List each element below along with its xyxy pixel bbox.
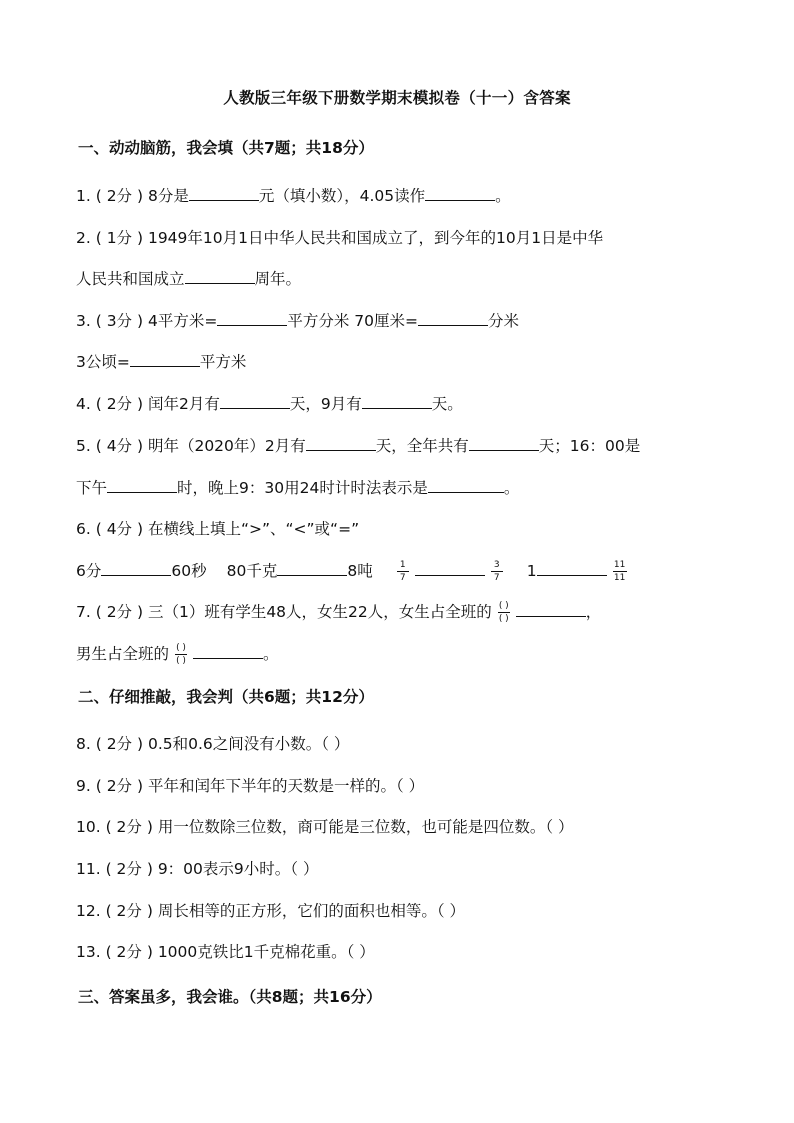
answer-blank[interactable] (220, 394, 290, 409)
question-12: 12. ( 2分 ) 周长相等的正方形，它们的面积也相等。（ ） (76, 902, 465, 920)
page-title: 人教版三年级下册数学期末模拟卷（十一）含答案 (223, 89, 571, 107)
fraction-numerator: 11 (613, 560, 626, 570)
question-2-line-2 (76, 269, 301, 289)
fraction-11-11 (613, 560, 627, 583)
fraction-1-7 (397, 560, 409, 583)
answer-blank[interactable] (469, 436, 539, 451)
q6-text-e: 8吨 (347, 562, 373, 580)
q6-text-a: 6. ( 4分 ) 在横线上填上“>”、“<”或“=” (76, 520, 360, 538)
q2-text-a: 2. ( 1分 ) 1949年10月1日中华人民共和国成立了，到今年的10月1日是中华 (76, 229, 604, 247)
q7-text-d: 。 (263, 645, 279, 663)
section-heading-3: 三、答案虽多，我会谁。（共8题；共16分） (78, 988, 382, 1006)
fraction-3-7 (491, 560, 503, 583)
answer-blank[interactable] (362, 394, 432, 409)
fraction-numerator: 3 (493, 560, 500, 570)
answer-blank[interactable] (130, 352, 200, 367)
question-13: 13. ( 2分 ) 1000克铁比1千克棉花重。（ ） (76, 943, 375, 961)
q1-text-b: 元（填小数），4.05读作 (258, 187, 426, 205)
question-6-line-1 (76, 519, 359, 539)
question-10: 10. ( 2分 ) 用一位数除三位数，商可能是三位数，也可能是四位数。（ ） (76, 818, 574, 836)
answer-blank[interactable] (217, 311, 287, 326)
question-6-line-2 (76, 560, 633, 583)
fraction-numerator: 1 (399, 560, 406, 570)
q5-text-a: 5. ( 4分 ) 明年（2020年）2月有 (76, 437, 306, 455)
q6-text-c: 60秒 (171, 562, 207, 580)
q5-text-d: 下午 (76, 479, 108, 497)
answer-blank[interactable] (425, 186, 495, 201)
answer-blank[interactable] (101, 561, 171, 576)
q2-text-c: 周年。 (254, 270, 302, 288)
q5-text-c: 天；16：00是 (538, 437, 641, 455)
answer-blank[interactable] (428, 478, 504, 493)
q4-text-b: 天，9月有 (289, 395, 362, 413)
fraction-denominator: 11 (613, 573, 626, 583)
fraction-numerator: ( ) (176, 643, 186, 653)
section-heading-1: 一、动动脑筋，我会填（共7题；共18分） (78, 139, 374, 157)
q1-text-a: 1. ( 2分 ) 8分是 (76, 187, 189, 205)
q3-text-e: 平方米 (199, 353, 247, 371)
fraction-denominator: 7 (399, 573, 406, 583)
q7-text-c: 男生占全班的 (76, 645, 170, 663)
q1-text-c: 。 (495, 187, 511, 205)
q2-text-b: 人民共和国成立 (76, 270, 185, 288)
question-3-line-1 (76, 311, 519, 331)
answer-blank[interactable] (193, 644, 263, 659)
q5-text-b: 天，全年共有 (375, 437, 469, 455)
q3-text-d: 3公顷= (76, 353, 130, 371)
question-5-line-2 (76, 478, 519, 498)
answer-blank[interactable] (537, 561, 607, 576)
fraction-blank[interactable] (498, 601, 510, 624)
q5-text-f: 。 (503, 479, 520, 497)
answer-blank[interactable] (107, 478, 177, 493)
question-8: 8. ( 2分 ) 0.5和0.6之间没有小数。（ ） (76, 735, 350, 753)
question-3-line-2 (76, 352, 246, 372)
q3-text-b: 平方分米 70厘米= (287, 312, 418, 330)
question-11: 11. ( 2分 ) 9：00表示9小时。（ ） (76, 860, 319, 878)
question-7-line-2 (76, 643, 279, 666)
question-5-line-1 (76, 436, 640, 456)
question-2-line-1 (76, 228, 603, 248)
question-7-line-1 (76, 601, 601, 624)
q6-text-g: 1 (526, 562, 537, 580)
q6-text-b: 6分 (76, 562, 102, 580)
fraction-numerator: ( ) (498, 601, 509, 611)
answer-blank[interactable] (418, 311, 488, 326)
q6-text-d: 80千克 (226, 562, 278, 580)
answer-blank[interactable] (185, 269, 255, 284)
question-9: 9. ( 2分 ) 平年和闰年下半年的天数是一样的。（ ） (76, 777, 425, 795)
answer-blank[interactable] (415, 561, 485, 576)
question-1 (76, 186, 511, 206)
fraction-denominator: 7 (493, 573, 500, 583)
fraction-blank[interactable] (175, 643, 187, 666)
question-4 (76, 394, 463, 414)
answer-blank[interactable] (516, 602, 586, 617)
answer-blank[interactable] (189, 186, 259, 201)
fraction-denominator: ( ) (498, 614, 509, 624)
answer-blank[interactable] (306, 436, 376, 451)
q3-text-c: 分米 (487, 312, 519, 330)
q3-text-a: 3. ( 3分 ) 4平方米= (76, 312, 218, 330)
q7-text-a: 7. ( 2分 ) 三（1）班有学生48人，女生22人，女生占全班的 (76, 603, 492, 621)
q5-text-e: 时，晚上9：30用24时计时法表示是 (177, 479, 428, 497)
q4-text-c: 天。 (431, 395, 463, 413)
answer-blank[interactable] (277, 561, 347, 576)
fraction-denominator: ( ) (176, 656, 186, 666)
section-heading-2: 二、仔细推敲，我会判（共6题；共12分） (78, 688, 374, 706)
q4-text-a: 4. ( 2分 ) 闰年2月有 (76, 395, 220, 413)
q7-text-b: ， (585, 603, 602, 621)
